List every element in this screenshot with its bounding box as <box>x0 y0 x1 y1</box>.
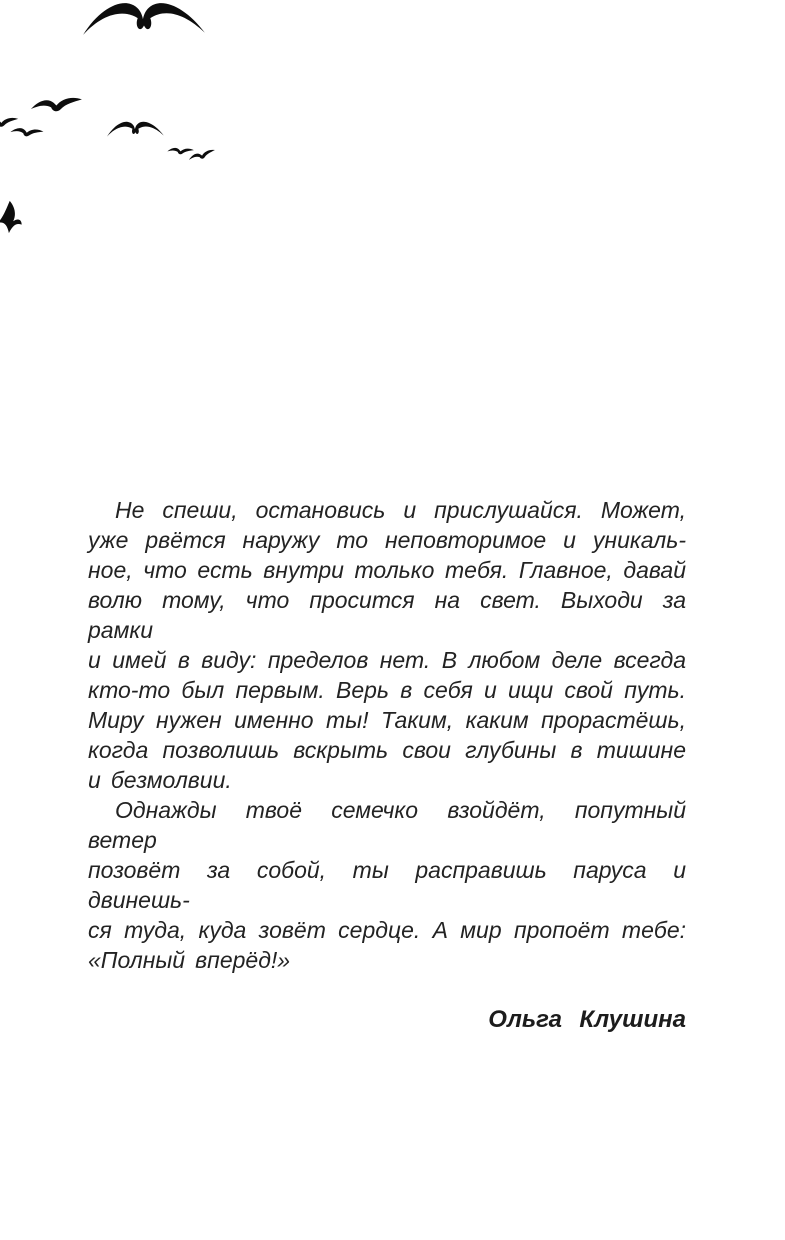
text-line: ное, что есть внутри только тебя. Главное, давай <box>88 557 686 583</box>
seagull-icon <box>167 146 194 156</box>
text-line: позовёт за собой, ты расправишь паруса и двинешь- <box>88 857 686 913</box>
text-line: и безмолвии. <box>88 767 232 793</box>
text-line: волю тому, что просится на свет. Выходи за рамки <box>88 587 686 643</box>
seagull-icon <box>10 125 43 139</box>
quote-paragraphs <box>88 495 686 975</box>
seagull-icon <box>107 122 164 137</box>
text-line: и имей в виду: пределов нет. В любом деле всегда <box>88 647 686 673</box>
seagull-icon <box>83 3 205 35</box>
text-line: когда позволишь вскрыть свои глубины в тишине <box>88 737 686 763</box>
text-line: Не спеши, остановись и прислушайся. Может, <box>115 497 686 523</box>
seagulls-illustration <box>0 0 785 260</box>
text-line: Миру нужен именно ты! Таким, каким прорастёшь, <box>88 707 686 733</box>
quote-text-block <box>88 495 686 1035</box>
text-line: Однажды твоё семечко взойдёт, попутный ветер <box>88 797 686 853</box>
text-line: ся туда, куда зовёт сердце. А мир пропоёт тебе: <box>88 917 686 943</box>
seagull-icon <box>188 149 216 161</box>
seagull-icon <box>31 98 82 111</box>
text-line: уже рвётся наружу то неповторимое и уникаль- <box>88 527 686 553</box>
text-line: «Полный вперёд!» <box>88 947 291 973</box>
author-name: Ольга Клушина <box>488 1006 686 1033</box>
seagull-icon <box>0 201 22 233</box>
text-line: кто-то был первым. Верь в себя и ищи свой путь. <box>88 677 686 703</box>
seagull-icon <box>0 118 18 127</box>
